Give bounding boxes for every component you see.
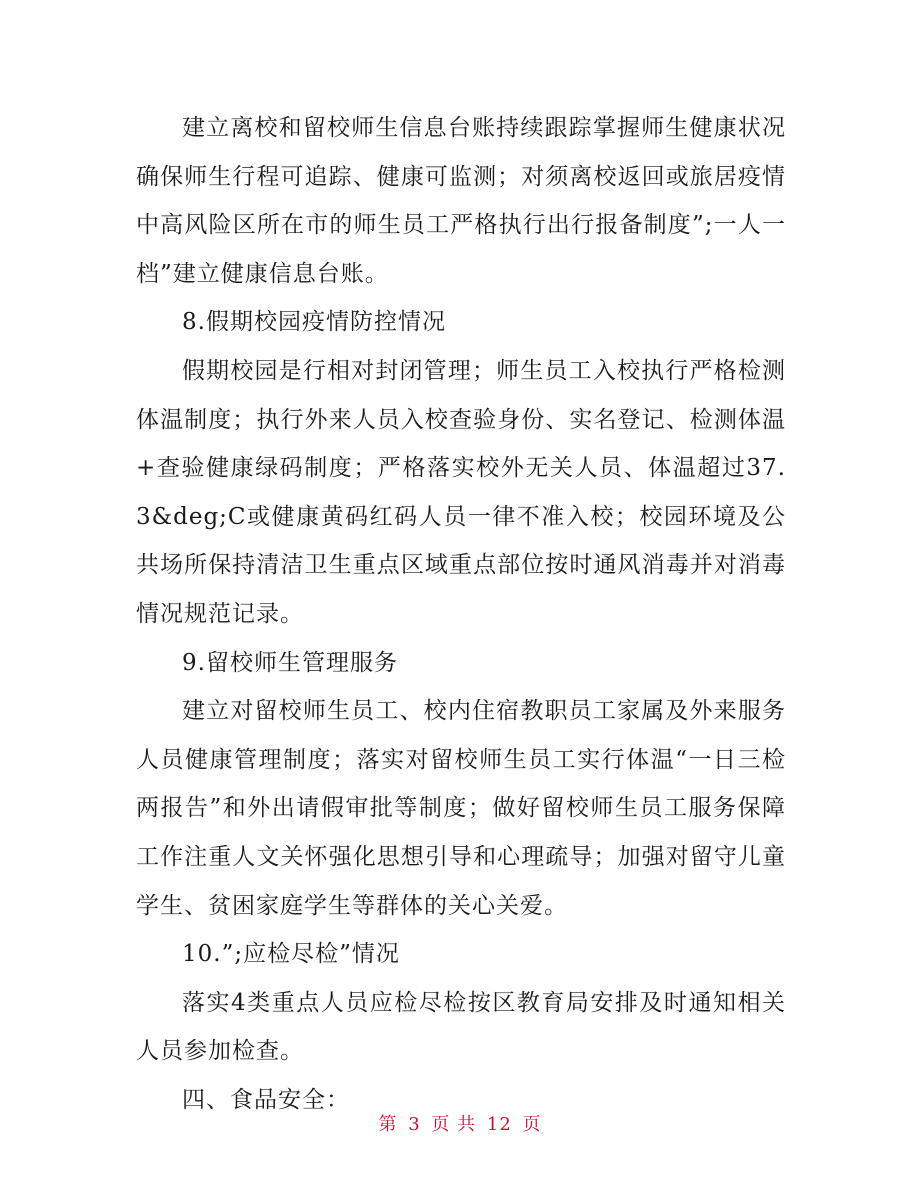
paragraph-info-ledger: 建立离校和留校师生信息台账持续跟踪掌握师生健康状况确保师生行程可追踪、健康可监测；对须离校返回或旅居疫情中高风险区所在市的师生员工严格执行出行报备制度”;一人一档”建立健康信息台账。 xyxy=(136,115,786,287)
heading-testing-situation: 10.”;应检尽检”情况 xyxy=(182,941,400,968)
document-body xyxy=(136,104,786,1124)
footer-middle: 页 共 xyxy=(431,1114,477,1135)
page-footer xyxy=(0,1110,920,1136)
footer-prefix: 第 xyxy=(378,1114,398,1135)
footer-total-pages: 12 xyxy=(486,1114,512,1135)
heading-resident-staff-service: 9.留校师生管理服务 xyxy=(182,649,398,676)
paragraph-resident-health-management: 建立对留校师生员工、校内住宿教职员工家属及外来服务人员健康管理制度；落实对留校师生员工实行体温“一日三检两报告”和外出请假审批等制度；做好留校师生员工服务保障工作注重人文关怀强化思想引导和心理疏导；加强对留守儿童学生、贫困家庭学生等群体的关心关爱。 xyxy=(136,698,786,919)
paragraph-campus-closed-management: 假期校园是行相对封闭管理；师生员工入校执行严格检测体温制度；执行外来人员入校查验身份、实名登记、检测体温+查验健康绿码制度；严格落实校外无关人员、体温超过37.3&deg;C或健康黄码红码人员一律不准入校；校园环境及公共场所保持清洁卫生重点区域重点部位按时通风消毒并对消毒情况规范记录。 xyxy=(136,357,786,627)
footer-current-page: 3 xyxy=(408,1114,421,1135)
paragraph-key-personnel-testing: 落实4类重点人员应检尽检按区教育局安排及时通知相关人员参加检查。 xyxy=(136,989,786,1065)
heading-food-safety: 四、食品安全： xyxy=(182,1086,350,1113)
footer-suffix: 页 xyxy=(522,1114,542,1135)
heading-holiday-campus-control: 8.假期校园疫情防控情况 xyxy=(182,309,446,336)
